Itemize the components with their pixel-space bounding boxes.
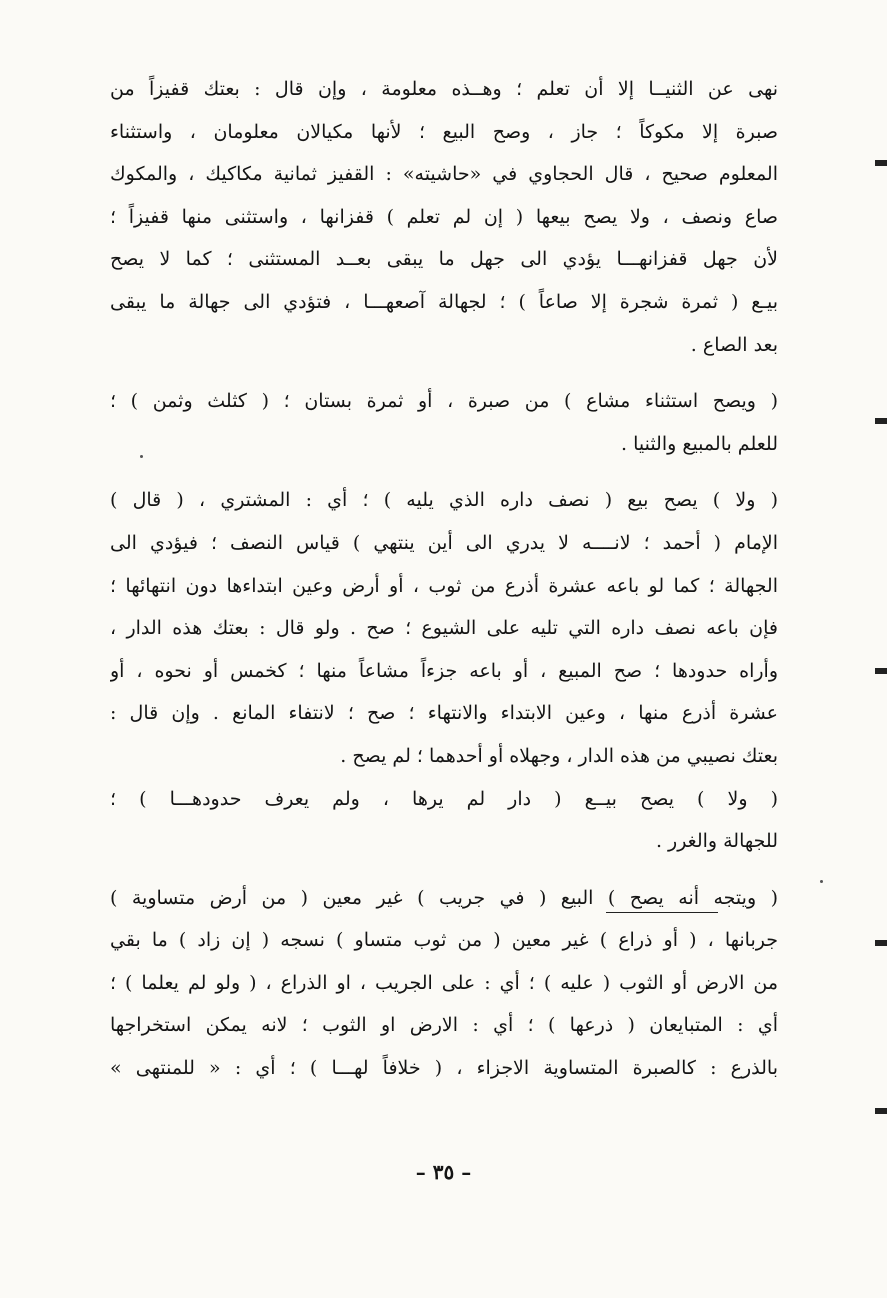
text-line: الإمام ( أحمد ؛ لانــــه لا يدري الى أين ينتهي ) قياس النصف ؛ فيؤدي الى [110, 531, 778, 554]
text-line: وأراه حدودها ؛ صح المبيع ، أو باعه جزءاً مشاعاً منها ؛ كخمس أو نحوه ، أو [110, 659, 778, 682]
margin-mark [875, 418, 887, 424]
text-line: نهى عن الثنيــا إلا أن تعلم ؛ وهــذه معلومة ، وإن قال : بعتك قفيزاً من [110, 78, 778, 100]
text-line: للجهالة والغرر . [655, 830, 778, 853]
page-body [110, 68, 778, 1090]
text-line: أي : المتبايعان ( ذرعها ) ؛ أي : الارض او الثوب ؛ لانه يمكن استخراجها [110, 1014, 778, 1037]
text-line: ( ولا ) يصح بيــع ( دار لم يرها ، ولم يعرف حدودهـــا ) ؛ [110, 787, 778, 810]
page-number: – ٣٥ – [415, 1160, 472, 1184]
text-line: المعلوم صحيح ، قال الحجاوي في «حاشيته» : القفيز ثمانية مكاكيك ، والمكوك [110, 163, 778, 186]
text-line: ( ويتجه أنه يصح ) البيع ( في جريب ) غير معين ( من أرض متساوية ) [110, 886, 778, 909]
margin-mark [875, 940, 887, 946]
text-line: ( ولا ) يصح بيع ( نصف داره الذي يليه ) ؛ أي : المشتري ، ( قال ) [110, 489, 778, 512]
text-line: بعد الصاع . [690, 333, 778, 356]
speck [140, 455, 143, 458]
text-line: بعتك نصيبي من هذه الدار ، وجهلاه أو أحدهما ؛ لم يصح . [340, 744, 778, 767]
margin-mark [875, 668, 887, 674]
margin-mark [875, 160, 887, 166]
text-line: ( ويصح استثناء مشاع ) من صبرة ، أو ثمرة بستان ؛ ( كثلث وثمن ) ؛ [110, 390, 778, 413]
text-line: من الارض أو الثوب ( عليه ) ؛ أي : على الجريب ، او الذراع ، ( ولو لم يعلما ) ؛ [110, 971, 778, 994]
paragraph [110, 479, 778, 777]
paragraph [110, 877, 778, 1090]
text-line: عشرة أذرع منها ، وعين الابتداء والانتهاء ؛ صح ؛ لانتفاء المانع . وإن قال : [110, 702, 778, 725]
footnote-divider [606, 912, 718, 913]
paragraph [110, 380, 778, 465]
paragraph [110, 68, 778, 366]
speck [820, 880, 823, 883]
text-line: لأن جهل قفزانهـــا يؤدي الى جهل ما يبقى بعــد المستثنى ؛ كما لا يصح [110, 248, 778, 271]
text-line: بيـع ( ثمرة شجرة إلا صاعاً ) ؛ لجهالة آصعهـــا ، فتؤدي الى جهالة ما يبقى [110, 290, 778, 313]
text-line: جربانها ، ( أو ذراع ) غير معين ( من ثوب متساو ) نسجه ( إن زاد ) ما بقي [110, 929, 778, 952]
text-line: صبرة إلا مكوكاً ؛ جاز ، وصح البيع ؛ لأنها مكيالان معلومان ، واستثناء [110, 120, 778, 143]
paragraph [110, 778, 778, 863]
text-line: صاع ونصف ، ولا يصح بيعها ( إن لم تعلم ) قفزانها ، واستثنى منها قفيزاً ؛ [110, 205, 778, 228]
margin-mark [875, 1108, 887, 1114]
text-line: فإن باعه نصف داره التي تليه على الشيوع ؛ صح . ولو قال : بعتك هذه الدار ، [110, 617, 778, 640]
text-line: بالذرع : كالصبرة المتساوية الاجزاء ، ( خلافاً لهـــا ) ؛ أي : « للمنتهى » [110, 1057, 778, 1080]
text-line: للعلم بالمبيع والثنيا . [620, 432, 778, 455]
text-line: الجهالة ؛ كما لو باعه عشرة أذرع من ثوب ، أو أرض وعين ابتداءها دون انتهائها ؛ [110, 574, 778, 597]
